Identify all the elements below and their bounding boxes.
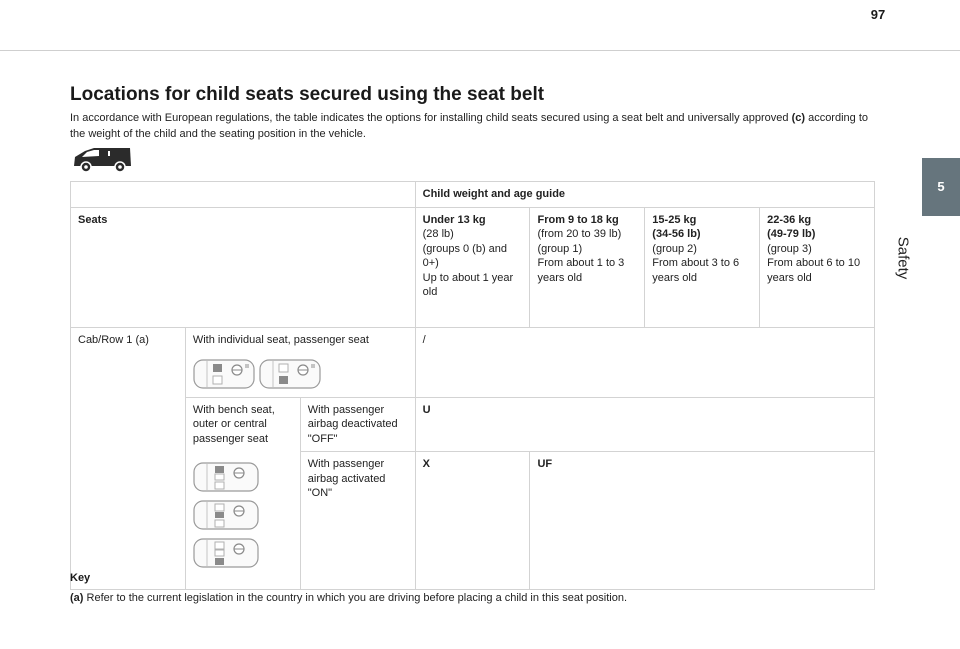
- seat-layout-diagram-icon: [259, 359, 321, 389]
- weight-label-lb: (34-56 lb): [652, 228, 701, 240]
- table-row: [71, 397, 875, 452]
- weight-detail: From about 6 to 10 years old: [767, 257, 861, 284]
- individual-seat-value: /: [415, 327, 874, 397]
- weight-label: 22-36 kg: [767, 213, 812, 226]
- individual-seat-cell: [185, 327, 415, 397]
- individual-seat-label: With individual seat, passenger seat: [192, 333, 369, 346]
- weight-label: 15-25 kg: [652, 213, 697, 226]
- weight-column-9-18kg: [530, 207, 645, 327]
- key-note-text: Refer to the current legislation in the country in which you are driving before placing a child in this seat position.: [83, 592, 628, 604]
- weight-label: Under 13 kg: [422, 213, 486, 226]
- weight-detail: (28 lb): [422, 228, 454, 240]
- bench-seat-label: With bench seat, outer or central passenger seat: [192, 403, 275, 445]
- weight-column-22-36kg: [760, 207, 875, 327]
- table-row: [71, 207, 875, 327]
- airbag-on-value-9-36kg: UF: [530, 452, 875, 590]
- airbag-off-label: With passenger airbag deactivated "OFF": [300, 397, 415, 452]
- weight-detail: Up to about 1 year old: [422, 271, 514, 298]
- chapter-label: [884, 218, 922, 298]
- empty-header-cell: [71, 182, 416, 208]
- weight-column-15-25kg: [645, 207, 760, 327]
- airbag-on-label: With passenger airbag activated "ON": [300, 452, 415, 590]
- intro-code: (c): [791, 112, 806, 124]
- bench-seat-cell: [185, 397, 300, 590]
- page-number: 97: [870, 7, 886, 22]
- weight-detail: (from 20 to 39 lb): [537, 228, 622, 240]
- van-icon: [70, 143, 134, 175]
- intro-text-end: according to the weight of the child and the seating position in the vehicle.: [70, 112, 868, 140]
- seat-layout-diagram-icon: [193, 500, 259, 530]
- individual-seat-diagrams: [193, 359, 408, 389]
- seat-layout-diagram-icon: [193, 462, 259, 492]
- weight-detail: (group 2): [652, 242, 697, 255]
- table-header-row: [71, 182, 875, 208]
- intro-text-start: In accordance with European regulations, the table indicates the options for installing child seats secured using a seat belt and universally approved: [70, 112, 792, 124]
- chapter-label-text: Safety: [894, 236, 912, 280]
- intro-paragraph: [70, 110, 870, 142]
- weight-column-under-13kg: [415, 207, 530, 327]
- page-title: Locations for child seats secured using the seat belt: [70, 84, 545, 105]
- bench-seat-diagrams: [193, 462, 293, 568]
- key-heading: Key: [70, 572, 91, 584]
- key-code: (a): [70, 592, 84, 604]
- top-rule: [0, 50, 960, 51]
- chapter-tab[interactable]: 5: [922, 158, 960, 216]
- weight-label-lb: (49-79 lb): [767, 228, 816, 240]
- key-note: [70, 592, 627, 604]
- weight-detail: From about 3 to 6 years old: [652, 257, 740, 284]
- seat-layout-diagram-icon: [193, 538, 259, 568]
- weight-detail: From about 1 to 3 years old: [537, 257, 625, 284]
- weight-guide-header: Child weight and age guide: [415, 182, 874, 208]
- table-row: [71, 327, 875, 397]
- weight-label: From 9 to 18 kg: [537, 213, 619, 226]
- seats-header: Seats: [71, 207, 416, 327]
- airbag-off-value: U: [415, 397, 874, 452]
- child-seat-table: [70, 181, 875, 590]
- weight-detail: (groups 0 (b) and 0+): [422, 242, 508, 269]
- weight-detail: (group 1): [537, 242, 583, 255]
- seat-layout-diagram-icon: [193, 359, 255, 389]
- seat-location-cell: Cab/Row 1 (a): [71, 327, 186, 590]
- weight-detail: (group 3): [767, 242, 812, 255]
- airbag-on-value-under-13kg: X: [415, 452, 530, 590]
